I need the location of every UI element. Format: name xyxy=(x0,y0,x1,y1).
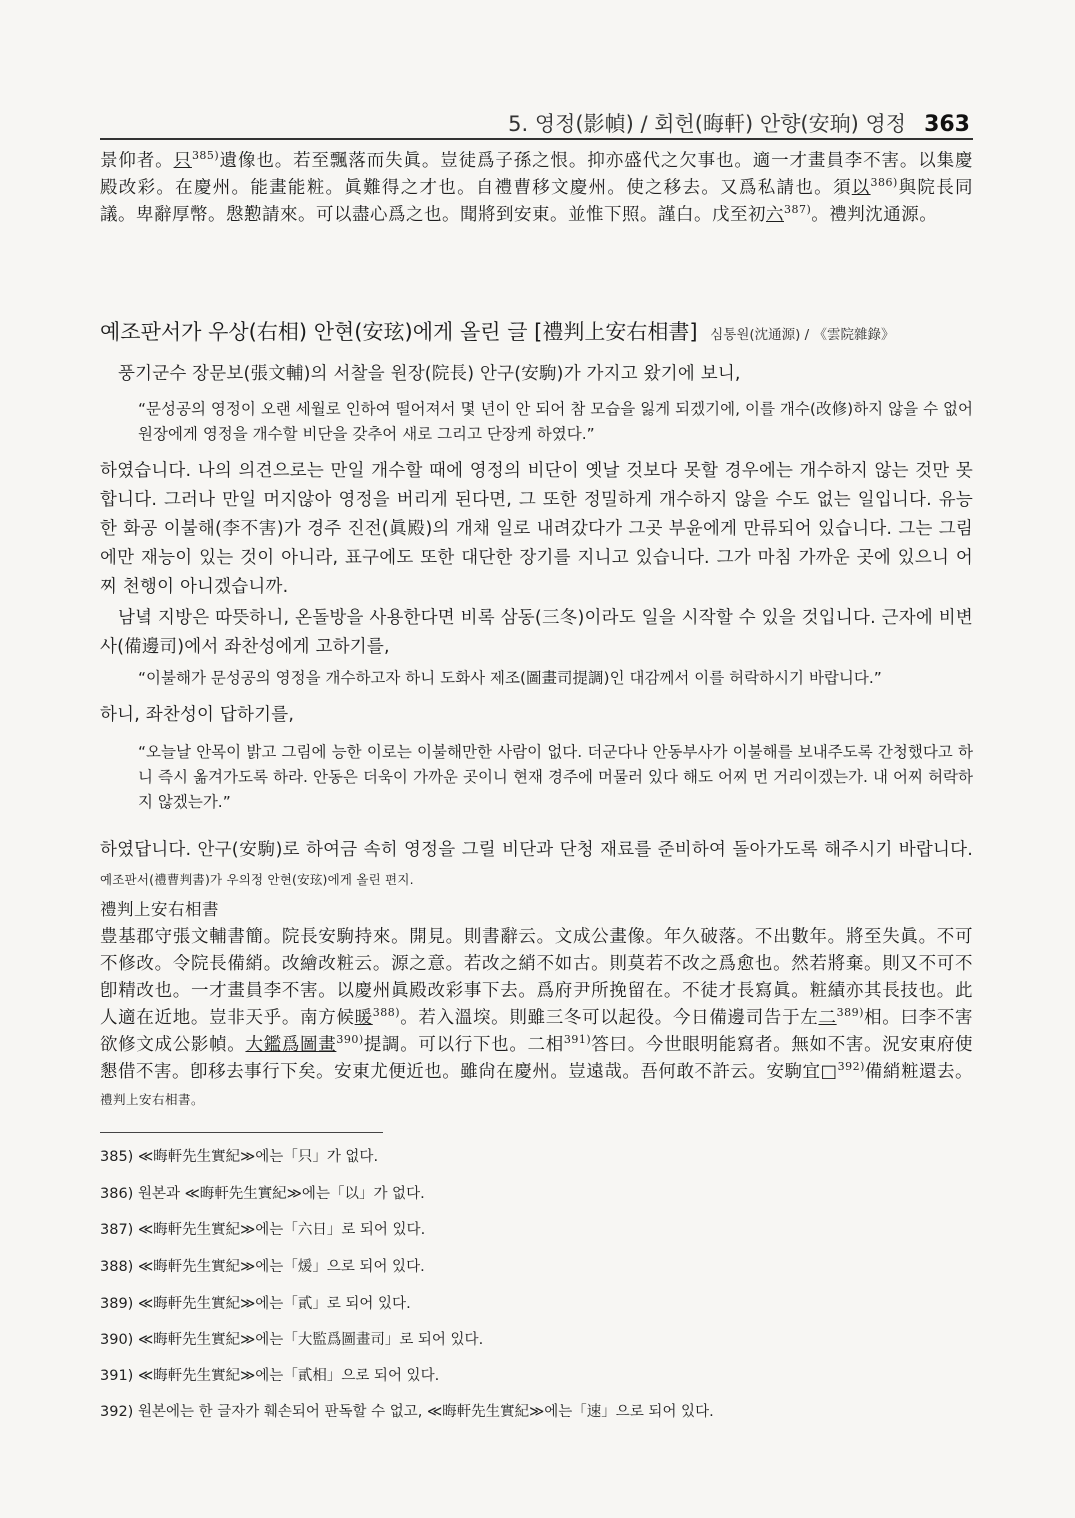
footnote-388: 388) ≪晦軒先生實紀≫에는「煖」으로 되어 있다. xyxy=(100,1259,425,1275)
original-classical-text xyxy=(100,924,973,1113)
footnote-392: 392) 원본에는 한 글자가 훼손되어 판독할 수 없고, ≪晦軒先生實紀≫에는「速」으로 되어 있다. xyxy=(100,1404,714,1420)
intro-classical-text xyxy=(100,148,973,229)
page-number: 363 xyxy=(924,112,970,137)
footnote-ref-388: 388) xyxy=(372,1006,401,1020)
underlined-char: 六 xyxy=(766,205,784,225)
paragraph-4: 하니, 좌찬성이 답하기를, xyxy=(100,705,295,725)
paragraph-5 xyxy=(100,836,973,894)
text-run: 相。曰李不害欲修文成公影幀。 xyxy=(100,1008,974,1055)
footnote-ref-392: 392) xyxy=(837,1060,865,1074)
paragraph-2: 하였습니다. 나의 의견으로는 만일 개수할 때에 영정의 비단이 옛날 것보다 못할 경우에는 개수하지 않는 것만 못합니다. 그러나 만일 머지않아 영정을 버리게 된다면, 그 또한 정밀하게 개수하지 않을 수도 없는 일입니다. 유능한 화공 이불해(李不害)가 경주 진전(眞殿)의 개채 일로 내려갔다가 그곳 부윤에게 만류되어 있습니다. 그는 그림에만 재능이 있는 것이 아니라, 표구에도 또한 대단한 장기를 지니고 있습니다. 그가 마침 가까운 곳에 있으니 어찌 천행이 아니겠습니까. xyxy=(100,461,973,597)
underlined-char: 只 xyxy=(173,151,192,171)
paragraph-3: 남녘 지방은 따뜻하니, 온돌방을 사용한다면 비록 삼동(三冬)이라도 일을 시작할 수 있을 것입니다. 근자에 비변사(備邊司)에서 좌찬성에게 고하기를, xyxy=(100,608,973,657)
paragraph-1: 풍기군수 장문보(張文輔)의 서찰을 원장(院長) 안구(安駒)가 가지고 왔기에 보니, xyxy=(118,364,741,384)
quote-3: “오늘날 안목이 밝고 그림에 능한 이로는 이불해만한 사람이 없다. 더군다나 안동부사가 이불해를 보내주도록 간청했다고 하니 즉시 옮겨가도록 하라. 안동은 더욱이 가까운 곳이니 현재 경주에 머물러 있다 해도 어찌 먼 거리이겠는가. 내 어찌 허락하지 않겠는가.” xyxy=(138,743,973,811)
text-run: 。禮判沈通源。 xyxy=(811,205,938,225)
footnote-390: 390) ≪晦軒先生實紀≫에는「大監爲圖畫司」로 되어 있다. xyxy=(100,1332,484,1348)
header-rule xyxy=(100,138,973,140)
underlined-phrase: 大鑑爲圖畫 xyxy=(245,1035,337,1055)
footnote-ref-389: 389) xyxy=(836,1006,864,1020)
original-heading: 禮判上安右相書 xyxy=(100,900,219,919)
text-run: 。若入溫堗。則雖三冬可以起役。今日備邊司告于左 xyxy=(400,1008,819,1028)
footnote-389: 389) ≪晦軒先生實紀≫에는「貳」로 되어 있다. xyxy=(100,1296,411,1312)
source-note: 禮判上安右相書。 xyxy=(100,1092,205,1107)
footnote-ref-387: 387) xyxy=(784,203,812,217)
footnote-ref-385: 385) xyxy=(191,149,220,163)
text-run: 備綃粧還去。 xyxy=(864,1062,973,1082)
footnote-ref-390: 390) xyxy=(336,1033,364,1047)
footnote-ref-386: 386) xyxy=(870,176,898,190)
footnote-386: 386) 원본과 ≪晦軒先生實紀≫에는「以」가 없다. xyxy=(100,1186,425,1202)
text-run: 與院長同議。卑辭厚幣。慇懃請來。可以盡心爲之也。聞將到安東。並惟下照。謹白。戊至初 xyxy=(100,178,974,225)
source-note: 예조판서(禮曹判書)가 우의정 안현(安玹)에게 올린 편지. xyxy=(100,872,414,887)
footnote-ref-391: 391) xyxy=(563,1033,592,1047)
footnote-rule xyxy=(100,1132,383,1133)
text-run: 하였답니다. 안구(安駒)로 하여금 속히 영정을 그릴 비단과 단청 재료를 준비하여 돌아가도록 해주시기 바랍니다. xyxy=(100,840,973,860)
underlined-char: 二 xyxy=(818,1008,837,1028)
quote-1: “문성공의 영정이 오랜 세월로 인하여 떨어져서 몇 년이 안 되어 참 모습을 잃게 되겠기에, 이를 개수(改修)하지 않을 수 없어 원장에게 영정을 개수할 비단을 갖추어 새로 그리고 단장케 하였다.” xyxy=(138,400,973,443)
text-run: 答曰。今世眼明能寫者。無如不害。況安東府使懇借不害。卽移去事行下矣。安東尤便近也。雖尙在慶州。豈遠哉。吾何敢不許云。安駒宜□ xyxy=(100,1035,974,1082)
section-title-main: 예조판서가 우상(右相) 안현(安玹)에게 올린 글 [禮判上安右相書] xyxy=(100,320,698,344)
footnote-387: 387) ≪晦軒先生實紀≫에는「六日」로 되어 있다. xyxy=(100,1222,426,1238)
footnote-385: 385) ≪晦軒先生實紀≫에는「只」가 없다. xyxy=(100,1149,379,1165)
text-run: 遺像也。若至飄落而失眞。豈徒爲子孫之恨。抑亦盛代之欠事也。適一才畫員李不害。以集慶殿改彩。在慶州。能畫能粧。眞難得之才也。自禮曹移文慶州。使之移去。又爲私請也。須 xyxy=(100,151,974,198)
section-byline: 심통원(沈通源) / 《雲院雜錄》 xyxy=(710,327,895,343)
underlined-char: 暖 xyxy=(354,1008,373,1028)
running-header xyxy=(508,108,970,138)
underlined-char: 以 xyxy=(851,178,871,198)
text-run: 提調。可以行下也。二相 xyxy=(363,1035,564,1055)
section-title xyxy=(100,316,895,346)
chapter-title: 5. 영정(影幀) / 회헌(晦軒) 안향(安珦) 영정 xyxy=(508,112,907,136)
quote-2: “이불해가 문성공의 영정을 개수하고자 하니 도화사 제조(圖畫司提調)인 대감께서 이를 허락하시기 바랍니다.” xyxy=(138,669,882,687)
footnote-391: 391) ≪晦軒先生實紀≫에는「貳相」으로 되어 있다. xyxy=(100,1368,440,1384)
text-run: 景仰者。 xyxy=(100,151,174,171)
text-run: 豊基郡守張文輔書簡。院長安駒持來。開見。則書辭云。文成公畫像。年久破落。不出數年。將至失眞。不可不修改。令院長備綃。改繪改粧云。源之意。若改之綃不如古。則莫若不改之爲愈也。然若將棄。則又不可不卽精改也。一才畫員李不害。以慶州眞殿改彩事下去。爲府尹所挽留在。不徒才長寫眞。粧績亦其長技也。此人適在近地。豈非天乎。南方候 xyxy=(100,927,973,1028)
